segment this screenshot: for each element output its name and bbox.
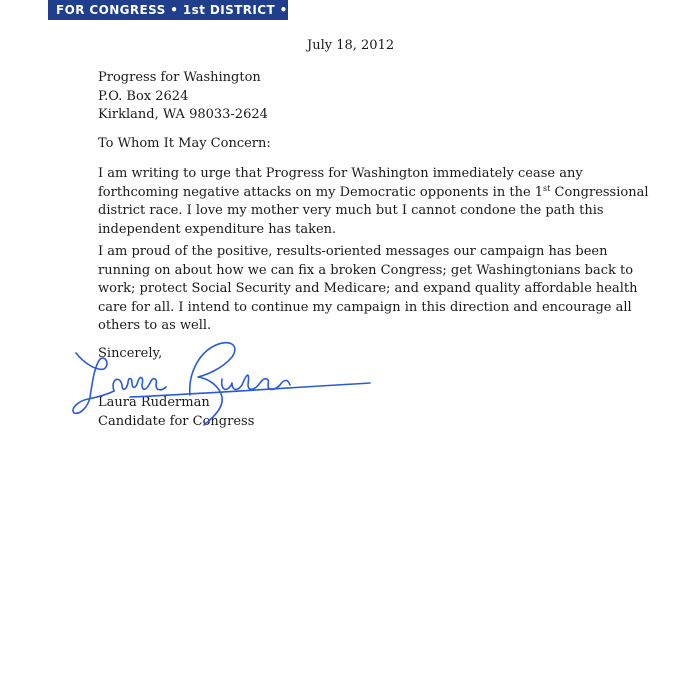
closing: Sincerely, (98, 346, 163, 361)
body-paragraph-1 (98, 165, 649, 239)
recipient-address-line-2: Kirkland, WA 98033-2624 (98, 107, 268, 123)
paragraph-text: Congressional (550, 184, 649, 200)
signer-name: Laura Ruderman (98, 395, 210, 410)
recipient-name: Progress for Washington (98, 70, 261, 85)
salutation: To Whom It May Concern: (98, 136, 271, 151)
letterhead-banner (48, 0, 303, 20)
paragraph-line: care for all. I intend to continue my campaign in this direction and encourage all (98, 299, 632, 315)
recipient-address-line-1: P.O. Box 2624 (98, 88, 189, 104)
paragraph-text: forthcoming negative attacks on my Democratic opponents in the 1 (98, 184, 544, 200)
letter-date: July 18, 2012 (307, 38, 395, 53)
handwritten-signature (70, 335, 380, 430)
signer-title: Candidate for Congress (98, 413, 255, 429)
paragraph-line: others to as well. (98, 318, 212, 334)
paragraph-line: running on about how we can fix a broken Congress; get Washingtonians back to (98, 262, 634, 278)
body-paragraph-2 (98, 243, 638, 336)
paragraph-line (98, 183, 649, 203)
paragraph-line: work; protect Social Security and Medicare; and expand quality affordable health (98, 281, 638, 297)
paragraph-line: I am proud of the positive, results-oriented messages our campaign has been (98, 244, 608, 259)
recipient-address (98, 69, 618, 125)
ordinal-suffix: st (543, 183, 551, 193)
paragraph-line: I am writing to urge that Progress for Washington immediately cease any (98, 166, 583, 181)
letterhead-text: FOR CONGRESS • 1st DISTRICT • D (56, 3, 303, 17)
paragraph-line: independent expenditure has taken. (98, 221, 337, 237)
paragraph-line: district race. I love my mother very much but I cannot condone the path this (98, 203, 604, 219)
